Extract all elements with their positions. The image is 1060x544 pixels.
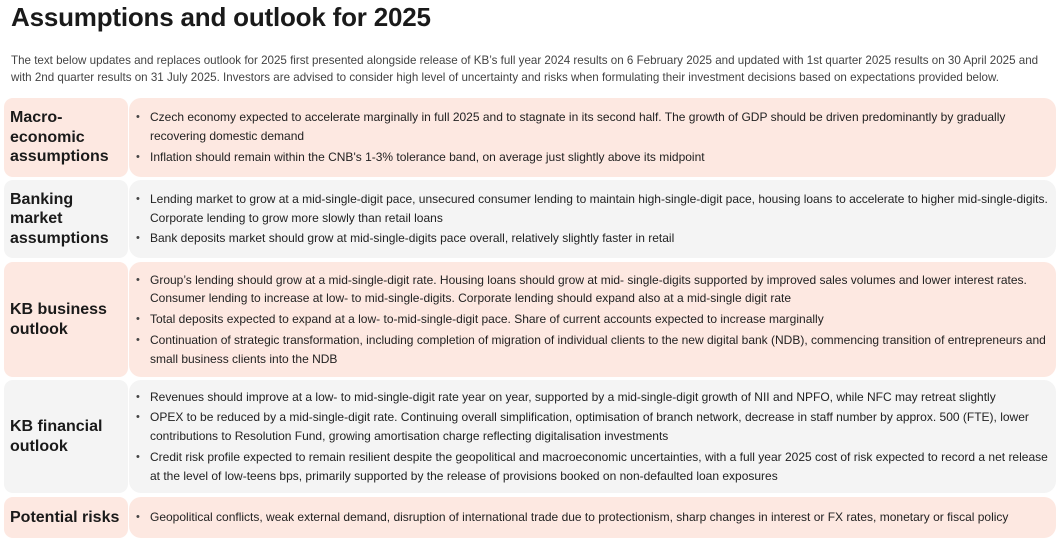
bullet-text: Czech economy expected to accelerate marginally in full 2025 and to stagnate in its second half. The growth of GDP should be driven predominantly by gradually recovering domestic demand [150, 110, 1006, 144]
bullet-item [136, 508, 1050, 527]
bullet-icon: • [136, 390, 140, 403]
bullet-text: Inflation should remain within the CNB's 1-3% tolerance band, on average just slightly above its midpoint [150, 149, 705, 164]
page-title: Assumptions and outlook for 2025 [11, 2, 431, 32]
section-content-box [129, 98, 1056, 177]
section-macroeconomic-assumptions [4, 98, 1056, 177]
section-kb-business-outlook [4, 262, 1056, 377]
section-kb-financial-outlook [4, 380, 1056, 493]
bullet-list [136, 388, 1050, 486]
section-label [10, 190, 109, 249]
section-content-box [129, 380, 1056, 493]
section-content-box [129, 497, 1056, 538]
bullet-item [136, 310, 1050, 329]
bullet-text: Geopolitical conflicts, weak external demand, disruption of international trade due to protectionism, sharp changes in interest or FX rates, monetary or fiscal policy [150, 510, 1009, 525]
bullet-text: Credit risk profile expected to remain resilient despite the geopolitical and macroeconomic uncertainties, with a full year 2025 cost of risk expected to record a net release at the level of low-teens bps, primarily supported by the release of provisions booked on non-defaulted loan exposures [150, 449, 1048, 483]
bullet-item [136, 108, 1050, 146]
bullet-icon: • [136, 192, 140, 205]
label-line: KB financial [10, 418, 103, 435]
label-line: outlook [10, 320, 68, 338]
bullet-text: OPEX to be reduced by a mid-single-digit rate. Continuing overall simplification, optimisation of branch network, decrease in staff number by approx. 500 (FTE), lower contributions to Resolution Fund, growing amortisation charge reflecting digitalisation investments [150, 410, 1029, 444]
bullet-item [136, 271, 1050, 309]
bullet-icon: • [136, 450, 140, 463]
section-label [10, 508, 119, 528]
bullet-item [136, 229, 1050, 248]
label-line: KB business [10, 301, 107, 318]
bullet-item [136, 408, 1050, 446]
bullet-text: Revenues should improve at a low- to mid-single-digit rate year on year, supported by a mid-single-digit growth of NII and NPFO, while NFC may retreat slightly [150, 389, 996, 404]
bullet-item [136, 190, 1050, 228]
label-line: Macro- [10, 109, 63, 127]
bullet-item [136, 148, 1050, 167]
section-label-box [4, 380, 128, 493]
bullet-icon: • [136, 150, 140, 163]
bullet-icon: • [136, 232, 140, 245]
bullet-icon: • [136, 111, 140, 124]
bullet-text: Bank deposits market should grow at mid-single-digits pace overall, relatively slightly faster in retail [150, 231, 675, 246]
bullet-text: Lending market to grow at a mid-single-digit pace, unsecured consumer lending to maintain high-single-digit pace, housing loans to accelerate to higher mid-single-digits. Corporate lending to grow more slowly than retail loans [150, 191, 1048, 225]
section-label-box [4, 262, 128, 377]
section-label-box [4, 180, 128, 258]
section-potential-risks [4, 497, 1056, 538]
label-line: economic [10, 128, 85, 146]
bullet-icon: • [136, 333, 140, 346]
bullet-icon: • [136, 411, 140, 424]
bullet-list [136, 108, 1050, 166]
bullet-icon: • [136, 511, 140, 524]
bullet-text: Group’s lending should grow at a mid-single-digit rate. Housing loans should grow at mid- single-digits supported by improved sales volumes and lower interest rates. Consumer lending to increase at low- to mid-single-digits. Corporate lending should expand also at a mid-single digit rate [150, 272, 1027, 306]
bullet-list [136, 271, 1050, 369]
section-banking-market-assumptions [4, 180, 1056, 258]
section-label-box [4, 98, 128, 177]
section-content-box [129, 180, 1056, 258]
label-line: outlook [10, 437, 68, 455]
section-label-box [4, 497, 128, 538]
bullet-text: Continuation of strategic transformation, including completion of migration of individual clients to the new digital bank (NDB), commencing transition of entrepreneurs and small business clients into the NDB [150, 332, 1046, 366]
bullet-text: Total deposits expected to expand at a low- to-mid-single-digit pace. Share of current accounts expected to increase marginally [150, 312, 824, 327]
label-line: Banking [10, 190, 74, 208]
bullet-item [136, 388, 1050, 407]
intro-paragraph: The text below updates and replaces outlook for 2025 first presented alongside release of KB’s full year 2024 results on 6 February 2025 and updated with 1st quarter 2025 results on 30 April 2025 and with 2nd quarter results on 31 July 2025. Investors are advised to consider high level of uncertainty and risks when formulating their investment decisions based on expectations provided below. [11, 54, 1039, 84]
label-line: market [10, 210, 63, 228]
label-line: assumptions [10, 229, 109, 247]
section-label [10, 417, 102, 456]
section-label [10, 300, 107, 339]
bullet-list [136, 508, 1050, 527]
bullet-list [136, 190, 1050, 248]
section-content-box [129, 262, 1056, 377]
bullet-item [136, 448, 1050, 486]
section-label [10, 108, 109, 167]
bullet-icon: • [136, 313, 140, 326]
bullet-icon: • [136, 273, 140, 286]
bullet-item [136, 331, 1050, 369]
label-line: Potential risks [10, 508, 120, 526]
label-line: assumptions [10, 148, 109, 166]
